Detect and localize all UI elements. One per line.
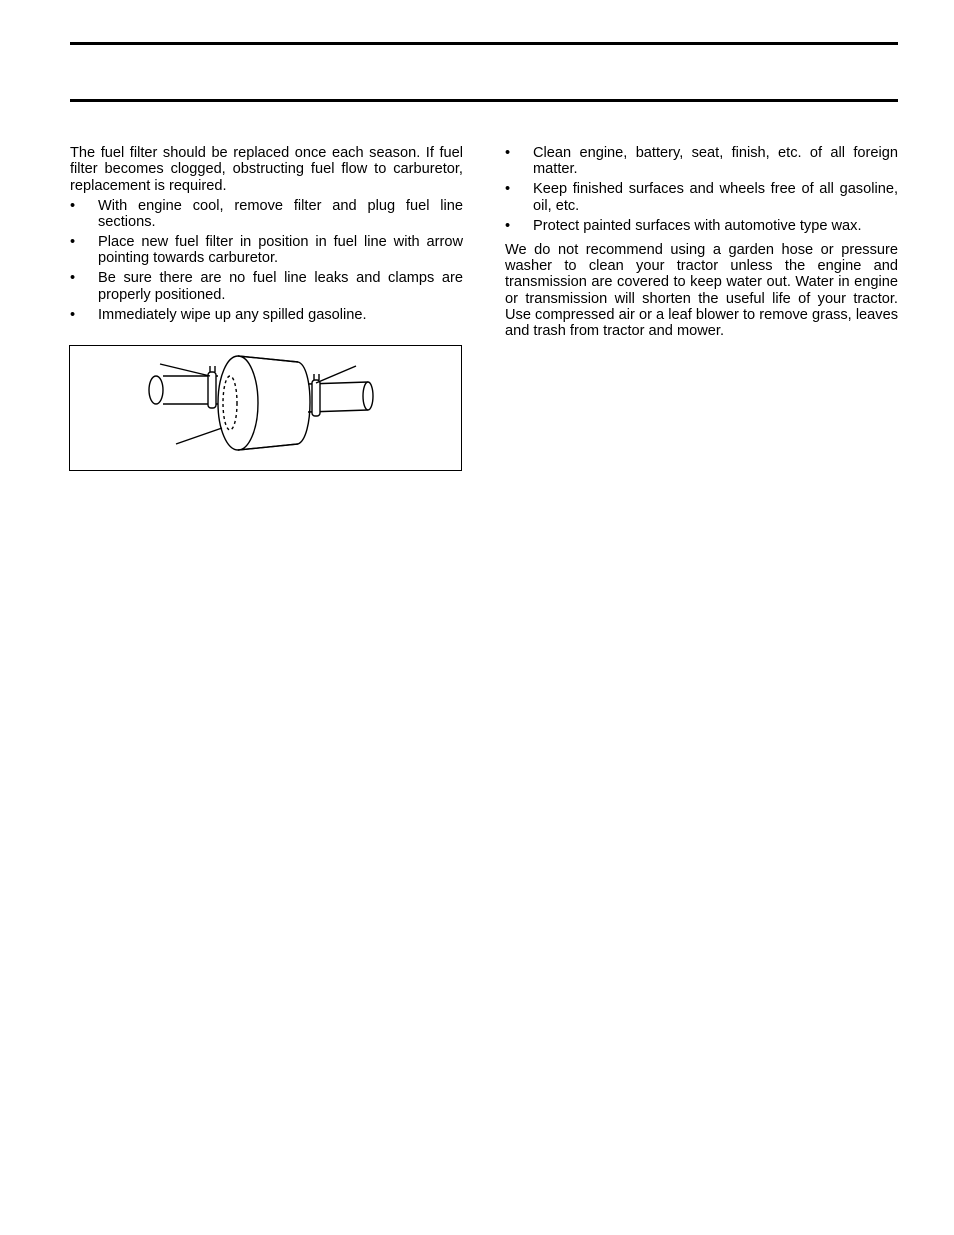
bullet-marker: •: [505, 217, 511, 234]
left-column: [70, 145, 463, 327]
right-column: [505, 145, 898, 344]
fuel-filter-figure: [69, 345, 462, 471]
list-item: • With engine cool, remove filter and plug fuel line sections.: [70, 197, 463, 231]
fuel-filter-steps: [70, 198, 463, 323]
bullet-marker: •: [70, 306, 76, 323]
bullet-marker: •: [70, 197, 76, 214]
list-item: • Keep finished surfaces and wheels free of all gasoline, oil, etc.: [505, 181, 898, 214]
bullet-marker: •: [505, 181, 511, 198]
list-item: • Protect painted surfaces with automotive type wax.: [505, 217, 862, 234]
cleaning-paragraph: We do not recommend using a garden hose or pressure washer to clean your tractor unless the engine and transmission are covered to keep water out. Water in engine or transmission will shorten the useful life of your tractor. Use compressed air or a leaf blower to remove grass, leaves and trash from tractor and mower.: [505, 241, 898, 340]
list-item: • Clean engine, battery, seat, finish, etc. of all foreign matter.: [505, 145, 898, 178]
fuel-filter-intro: The fuel filter should be replaced once each season. If fuel filter becomes clogged, obstructing fuel flow to carburetor, replacement is required.: [70, 145, 463, 194]
bullet-marker: •: [505, 145, 511, 161]
list-item: • Immediately wipe up any spilled gasoline.: [70, 306, 367, 323]
cleaning-steps: [505, 145, 898, 234]
list-item: • Be sure there are no fuel line leaks and clamps are properly positioned.: [70, 270, 463, 303]
header-rule-bottom: [70, 99, 898, 102]
bullet-marker: •: [70, 270, 76, 287]
list-item: • Place new fuel filter in position in fuel line with arrow pointing towards carburetor.: [70, 234, 463, 267]
fuel-filter-illustration-icon: [70, 346, 461, 470]
bullet-marker: •: [70, 234, 76, 251]
header-rule-top: [70, 42, 898, 45]
